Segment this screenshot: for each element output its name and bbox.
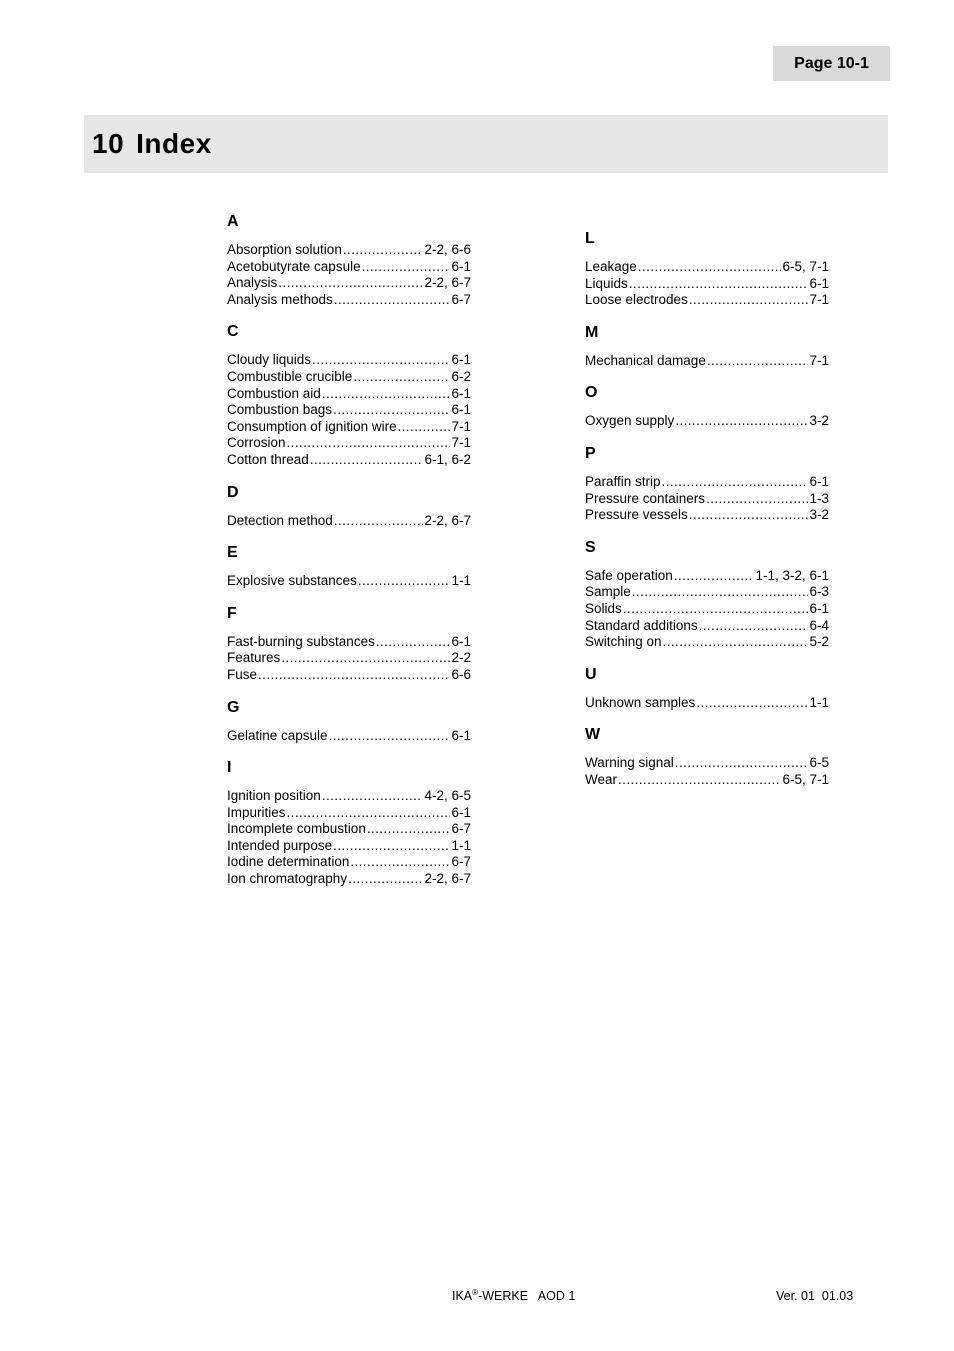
index-page-refs: 6-1: [451, 727, 471, 743]
dot-leader: [322, 386, 451, 403]
dot-leader: [629, 276, 809, 293]
dot-leader: [333, 402, 450, 419]
index-page-refs: 6-5, 7-1: [782, 771, 829, 787]
index-letter-heading: P: [585, 444, 596, 462]
index-page-refs: 2-2, 6-6: [424, 242, 471, 257]
index-term: Consumption of ignition wire: [227, 418, 397, 434]
index-term: Features: [227, 650, 281, 666]
dot-leader: [367, 821, 451, 838]
index-entry: [227, 634, 471, 651]
index-page-refs: 1-3: [809, 490, 829, 506]
index-term: Combustion bags: [227, 402, 333, 418]
index-group-w: [585, 725, 829, 788]
index-letter-heading: A: [227, 213, 239, 230]
index-term: Warning signal: [585, 755, 674, 771]
index-entry: [585, 413, 829, 430]
dot-leader: [707, 353, 809, 370]
index-term: Mechanical damage: [585, 352, 706, 368]
index-page-refs: 6-1: [451, 385, 471, 401]
dot-leader: [322, 788, 424, 805]
index-term: Intended purpose: [227, 837, 333, 853]
dot-leader: [343, 242, 424, 259]
index-entry: [227, 452, 471, 469]
index-column-left: [227, 212, 471, 902]
dot-leader: [329, 728, 451, 745]
index-term: Analysis: [227, 275, 278, 291]
chapter-number: 10: [92, 128, 125, 159]
index-entry: [227, 419, 471, 436]
dot-leader: [334, 292, 451, 309]
dot-leader: [334, 513, 424, 530]
index-entry: [585, 292, 829, 309]
index-entry: [227, 402, 471, 419]
index-term: Analysis methods: [227, 291, 333, 307]
index-page-refs: 1-1, 3-2, 6-1: [755, 567, 829, 583]
index-page-refs: 6-5, 7-1: [782, 259, 829, 274]
index-group-d: [227, 483, 471, 530]
index-letter-heading: O: [585, 384, 598, 402]
index-term: Pressure containers: [585, 490, 706, 506]
index-letter-heading: U: [585, 665, 597, 683]
index-entry: [585, 259, 829, 276]
index-page-refs: 6-1: [451, 258, 471, 274]
index-page-refs: 6-1: [451, 633, 471, 649]
index-letter-heading: D: [227, 483, 239, 501]
index-entry: [227, 292, 471, 309]
dot-leader: [312, 352, 450, 369]
dot-leader: [333, 838, 450, 855]
index-term: Ion chromatography: [227, 871, 348, 887]
index-term: Sample: [585, 584, 631, 600]
index-term: Cloudy liquids: [227, 352, 312, 368]
dot-leader: [674, 568, 755, 585]
index-term: Absorption solution: [227, 242, 342, 257]
index-entry: [585, 276, 829, 293]
dot-leader: [662, 474, 809, 491]
index-term: Corrosion: [227, 435, 286, 451]
index-page-refs: 6-1: [451, 402, 471, 418]
index-page-refs: 2-2: [451, 650, 471, 666]
page-number-badge: Page 10-1: [773, 46, 890, 81]
index-entry: [227, 275, 471, 292]
index-column-right: [585, 229, 829, 803]
dot-leader: [310, 452, 424, 469]
index-page-refs: 6-5: [809, 755, 829, 771]
index-term: Solids: [585, 600, 622, 616]
index-entry: [227, 386, 471, 403]
index-term: Wear: [585, 771, 618, 787]
index-entry: [585, 755, 829, 772]
index-group-p: [585, 444, 829, 524]
dot-leader: [258, 667, 450, 684]
index-term: Explosive substances: [227, 573, 357, 589]
index-term: Combustion aid: [227, 385, 321, 401]
index-page-refs: 1-1: [809, 694, 829, 710]
index-term: Leakage: [585, 259, 637, 274]
index-entry: [227, 805, 471, 822]
index-entry: [227, 435, 471, 452]
dot-leader: [675, 755, 809, 772]
dot-leader: [398, 419, 451, 436]
index-page-refs: 6-1, 6-2: [424, 451, 471, 467]
index-term: Fuse: [227, 666, 258, 682]
index-entry: [227, 242, 471, 259]
index-page-refs: 7-1: [809, 292, 829, 308]
index-page-refs: 2-2, 6-7: [424, 275, 471, 291]
index-page-refs: 6-1: [451, 352, 471, 368]
index-page-refs: 3-2: [809, 413, 829, 429]
index-letter-heading: G: [227, 698, 240, 716]
index-page-refs: 1-1: [451, 573, 471, 589]
index-page-refs: 6-2: [451, 368, 471, 384]
index-page-refs: 6-7: [451, 291, 471, 307]
index-entry: [227, 728, 471, 745]
index-entry: [585, 507, 829, 524]
index-term: Iodine determination: [227, 854, 350, 870]
index-group-o: [585, 383, 829, 430]
index-letter-heading: E: [227, 544, 238, 562]
index-letter-heading: L: [585, 230, 595, 247]
index-letter-heading: S: [585, 538, 596, 556]
index-term: Cotton thread: [227, 451, 309, 467]
index-page-refs: 6-6: [451, 666, 471, 682]
index-page-refs: 6-1: [809, 473, 829, 489]
index-page-refs: 6-4: [809, 617, 829, 633]
index-group-u: [585, 665, 829, 712]
dot-leader: [689, 292, 809, 309]
index-entry: [227, 513, 471, 530]
footer-brand: IKA: [452, 1289, 473, 1303]
dot-leader: [632, 584, 809, 601]
registered-mark: ®: [472, 1287, 479, 1297]
index-entry: [585, 618, 829, 635]
index-entry: [585, 491, 829, 508]
index-term: Ignition position: [227, 788, 321, 804]
index-entry: [227, 788, 471, 805]
index-page-refs: 6-1: [451, 804, 471, 820]
index-term: Gelatine capsule: [227, 727, 328, 743]
index-page-refs: 6-1: [809, 600, 829, 616]
index-page-refs: 7-1: [451, 435, 471, 451]
index-page-refs: 6-7: [451, 821, 471, 837]
index-group-l: [585, 229, 829, 309]
index-group-m: [585, 323, 829, 370]
index-term: Paraffin strip: [585, 473, 661, 489]
dot-leader: [696, 695, 808, 712]
index-entry: [227, 667, 471, 684]
index-term: Safe operation: [585, 567, 673, 583]
dot-leader: [618, 772, 781, 789]
index-term: Liquids: [585, 275, 628, 291]
footer-version: Ver. 01 01.03: [776, 1289, 854, 1303]
index-page-refs: 7-1: [451, 418, 471, 434]
dot-leader: [287, 435, 451, 452]
index-entry: [585, 353, 829, 370]
index-entry: [227, 838, 471, 855]
dot-leader: [350, 854, 450, 871]
index-entry: [585, 634, 829, 651]
index-term: Switching on: [585, 634, 662, 650]
index-entry: [585, 474, 829, 491]
dot-leader: [278, 275, 423, 292]
index-entry: [227, 369, 471, 386]
index-term: Acetobutyrate capsule: [227, 258, 361, 274]
index-entry: [227, 821, 471, 838]
chapter-title-bar: [84, 115, 888, 173]
index-entry: [585, 584, 829, 601]
index-entry: [227, 650, 471, 667]
chapter-title: Index: [136, 128, 212, 159]
index-term: Combustible crucible: [227, 368, 353, 384]
index-term: Incomplete combustion: [227, 821, 366, 837]
dot-leader: [675, 413, 808, 430]
dot-leader: [362, 259, 451, 276]
index-entry: [227, 871, 471, 888]
index-page-refs: 5-2: [809, 634, 829, 650]
index-term: Loose electrodes: [585, 292, 688, 308]
footer-publisher: [452, 1289, 575, 1303]
index-page-refs: 7-1: [809, 352, 829, 368]
dot-leader: [348, 871, 423, 888]
index-entry: [227, 352, 471, 369]
index-entry: [227, 259, 471, 276]
index-term: Oxygen supply: [585, 413, 675, 429]
dot-leader: [353, 369, 450, 386]
index-group-g: [227, 698, 471, 745]
index-letter-heading: F: [227, 604, 237, 622]
index-entry: [585, 568, 829, 585]
dot-leader: [638, 259, 782, 276]
index-letter-heading: C: [227, 323, 239, 341]
index-entry: [585, 601, 829, 618]
dot-leader: [287, 805, 451, 822]
index-entry: [585, 695, 829, 712]
index-letter-heading: I: [227, 759, 232, 777]
index-group-s: [585, 538, 829, 651]
dot-leader: [706, 491, 808, 508]
footer-doc-id: -WERKE AOD 1: [478, 1289, 576, 1303]
index-page-refs: 2-2, 6-7: [424, 871, 471, 887]
index-page-refs: 6-1: [809, 275, 829, 291]
dot-leader: [689, 507, 809, 524]
index-page-refs: 6-7: [451, 854, 471, 870]
index-letter-heading: W: [585, 726, 601, 744]
index-page-refs: 4-2, 6-5: [424, 788, 471, 804]
index-group-i: [227, 758, 471, 888]
index-group-f: [227, 604, 471, 684]
index-term: Pressure vessels: [585, 507, 688, 523]
index-entry: [227, 854, 471, 871]
index-page-refs: 1-1: [451, 837, 471, 853]
index-page-refs: 2-2, 6-7: [424, 512, 471, 528]
dot-leader: [623, 601, 809, 618]
dot-leader: [281, 650, 450, 667]
index-term: Unknown samples: [585, 694, 696, 710]
index-group-e: [227, 543, 471, 590]
index-group-c: [227, 322, 471, 468]
index-term: Fast-burning substances: [227, 633, 375, 649]
dot-leader: [376, 634, 451, 651]
index-page-refs: 6-3: [809, 584, 829, 600]
index-entry: [227, 573, 471, 590]
index-term: Impurities: [227, 804, 286, 820]
index-term: Detection method: [227, 512, 333, 528]
index-group-a: [227, 212, 471, 308]
index-letter-heading: M: [585, 323, 599, 341]
index-term: Standard additions: [585, 617, 698, 633]
dot-leader: [358, 573, 451, 590]
index-page-refs: 3-2: [809, 507, 829, 523]
dot-leader: [699, 618, 809, 635]
dot-leader: [663, 634, 809, 651]
index-entry: [585, 772, 829, 789]
